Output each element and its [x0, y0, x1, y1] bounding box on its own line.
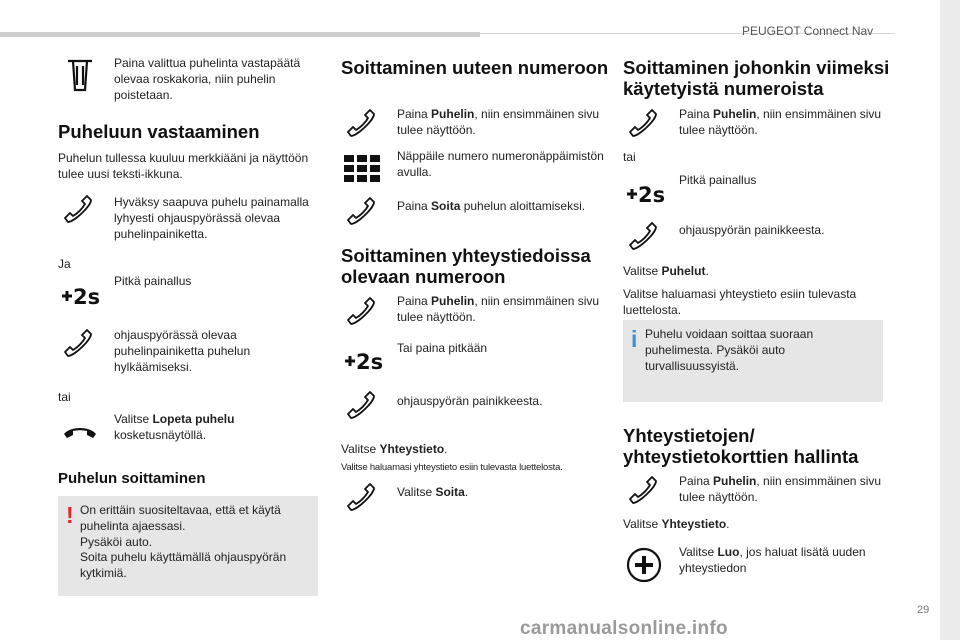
recent-long-press: Pitkä painallus — [679, 173, 757, 187]
warning-box — [58, 496, 318, 596]
plus-circle-icon — [625, 546, 665, 584]
step-steering: ohjauspyörän painikkeesta. — [397, 394, 543, 408]
column-1 — [58, 0, 328, 640]
phone-handset-icon — [343, 106, 383, 144]
trash-icon — [60, 56, 100, 94]
reject-text: ohjauspyörässä olevaa puhelinpainiketta puhelun hylkäämiseksi. — [114, 328, 251, 374]
info-box — [623, 320, 883, 402]
delete-text: Paina valittua puhelinta vastapäätä olevaa roskakoria, niin puhelin poistetaan. — [114, 56, 301, 102]
manage-step-phone: Paina Puhelin, niin ensimmäinen sivu tulee näyttöön. — [679, 474, 882, 504]
phone-handset-icon — [343, 294, 383, 332]
hang-up-icon — [60, 412, 100, 450]
heading-contacts-number: Soittaminen yhteystiedoissa olevaan numeroon — [341, 245, 591, 287]
step-phone: Paina Puhelin, niin ensimmäinen sivu tulee näyttöön. — [397, 107, 600, 137]
page-number: 29 — [917, 604, 930, 616]
info-icon: i — [631, 326, 638, 352]
step-choose-contact: Valitse haluamasi yhteystieto esiin tulevasta luettelosta. — [341, 462, 563, 473]
right-margin-bar — [940, 0, 960, 640]
phone-handset-icon — [343, 194, 383, 232]
phone-handset-icon — [625, 219, 665, 257]
answer-intro: Puhelun tullessa kuuluu merkkiääni ja näyttöön tulee uusi teksti-ikkuna. — [58, 151, 309, 181]
watermark: carmanualsonline.info — [520, 618, 728, 639]
column-2 — [341, 0, 611, 640]
phone-handset-icon — [60, 192, 100, 230]
heading-manage-contacts: Yhteystietojen/ yhteystietokorttien hallinta — [623, 425, 859, 467]
step-call-2: Valitse Soita. — [397, 485, 469, 499]
step-dial: Näppäile numero numeronäppäimistön avulla. — [397, 149, 604, 179]
svg-text:2s: 2s — [638, 183, 666, 207]
step-call: Paina Soita puhelun aloittamiseksi. — [397, 199, 586, 213]
long-press-text: Pitkä painallus — [114, 274, 192, 288]
accept-text: Hyväksy saapuva puhelu painamalla lyhyesti ohjauspyörässä olevaa puhelinpainiketta. — [114, 195, 309, 241]
recent-tai: tai — [623, 150, 636, 164]
phone-handset-icon — [343, 480, 383, 518]
phone-handset-icon — [625, 473, 665, 511]
phone-handset-icon — [625, 106, 665, 144]
step-long-press: Tai paina pitkään — [397, 341, 488, 355]
recent-select-calls: Valitse Puhelut. — [623, 264, 709, 278]
recent-choose-contact: Valitse haluamasi yhteystieto esiin tulevasta luettelosta. — [623, 287, 857, 317]
warning-text: On erittäin suositeltavaa, että et käytä puhelinta ajaessasi. Pysäköi auto. Soita puhelu käyttämällä ohjauspyörän kytkimiä. — [80, 503, 287, 581]
column-3 — [623, 0, 893, 640]
end-call-text: Valitse Lopeta puhelu kosketusnäytöllä. — [114, 412, 235, 442]
manage-select-contact: Valitse Yhteystieto. — [623, 517, 730, 531]
long-press-2s-icon — [60, 278, 100, 316]
heading-answer-call: Puheluun vastaaminen — [58, 121, 260, 142]
keypad-icon — [343, 152, 383, 190]
tai-text: tai — [58, 390, 71, 404]
svg-text:2s: 2s — [356, 350, 384, 374]
heading-make-call: Puhelun soittaminen — [58, 470, 206, 487]
phone-handset-icon — [60, 326, 100, 364]
heading-recent-numbers: Soittaminen johonkin viimeksi käytetyistä numeroista — [623, 57, 890, 99]
svg-text:2s: 2s — [73, 285, 101, 309]
long-press-2s-icon — [343, 343, 383, 381]
warning-icon: ! — [66, 502, 74, 528]
recent-step-phone: Paina Puhelin, niin ensimmäinen sivu tulee näyttöön. — [679, 107, 882, 137]
ja-text: Ja — [58, 257, 71, 271]
recent-steering: ohjauspyörän painikkeesta. — [679, 223, 825, 237]
phone-handset-icon — [343, 388, 383, 426]
header-title: PEUGEOT Connect Nav — [742, 24, 874, 38]
step-phone-2: Paina Puhelin, niin ensimmäinen sivu tulee näyttöön. — [397, 294, 600, 324]
manage-create: Valitse Luo, jos haluat lisätä uuden yhteystiedon — [679, 545, 866, 575]
step-select-contact: Valitse Yhteystieto. — [341, 442, 448, 456]
long-press-2s-icon — [625, 176, 665, 214]
info-text: Puhelu voidaan soittaa suoraan puhelimesta. Pysäköi auto turvallisuussyistä. — [645, 327, 814, 373]
heading-new-number: Soittaminen uuteen numeroon — [341, 57, 609, 78]
